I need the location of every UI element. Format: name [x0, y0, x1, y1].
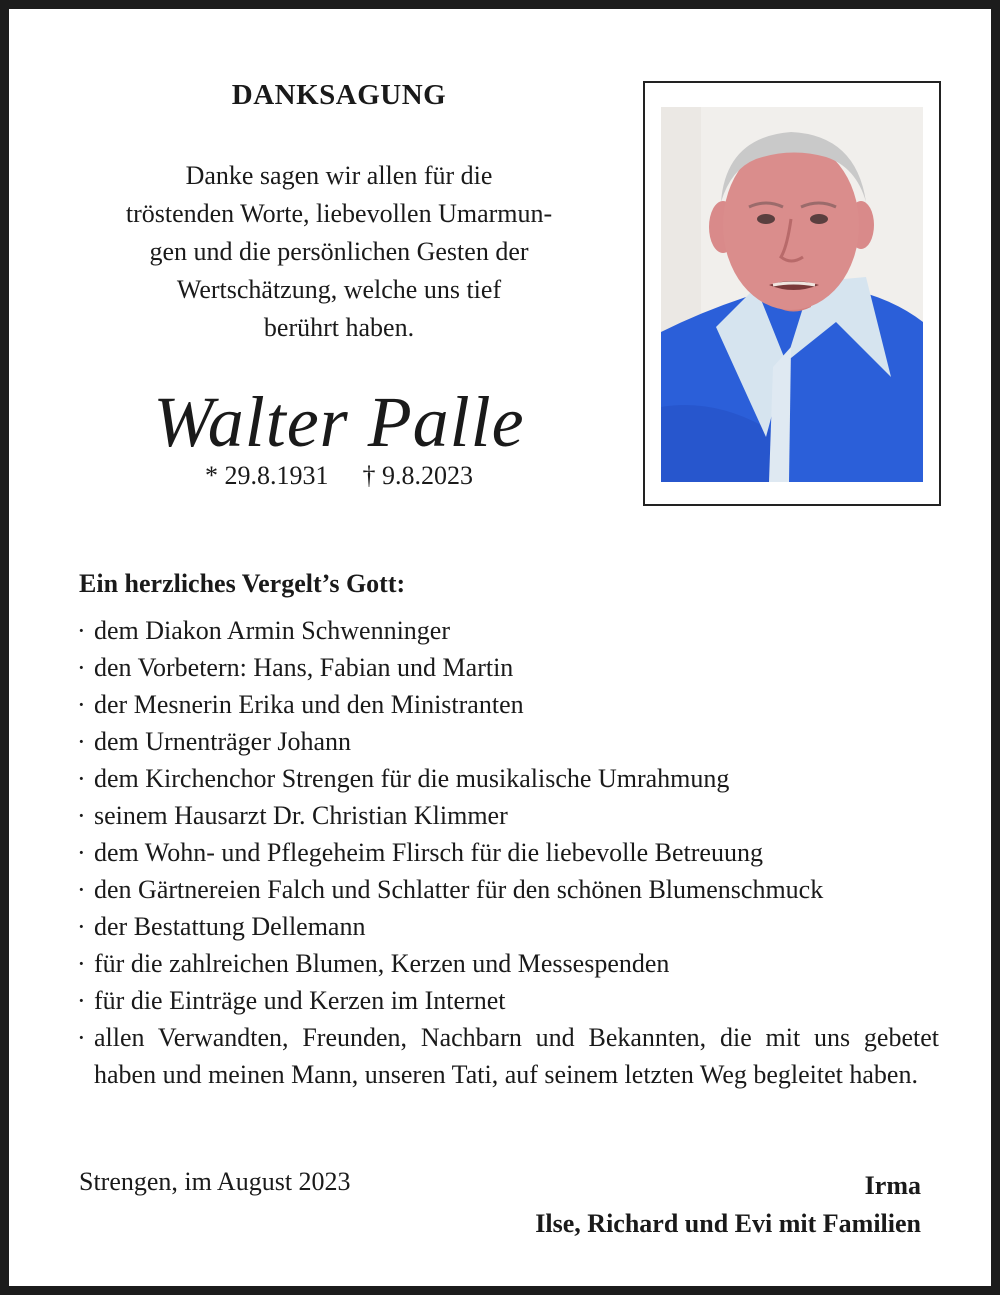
list-item: · den Vorbetern: Hans, Fabian und Martin [77, 649, 939, 686]
list-item: · der Bestattung Dellemann [77, 908, 939, 945]
list-item: · für die Einträge und Kerzen im Internet [77, 982, 939, 1019]
list-item: · den Gärtnereien Falch und Schlatter für den schönen Blumenschmuck [77, 871, 939, 908]
deceased-name: Walter Palle [153, 382, 525, 462]
portrait-frame [643, 81, 941, 506]
list-item: · dem Kirchenchor Strengen für die musikalische Umrahmung [77, 760, 939, 797]
heading: DANKSAGUNG [231, 79, 447, 111]
intro-line: tröstenden Worte, liebevollen Umarmun- [125, 199, 553, 228]
list-item: · für die zahlreichen Blumen, Kerzen und Messespenden [77, 945, 939, 982]
list-item: · dem Urnenträger Johann [77, 723, 939, 760]
place-date: Strengen, im August 2023 [79, 1167, 351, 1196]
intro-line: Wertschätzung, welche uns tief [176, 275, 502, 304]
list-item: · dem Diakon Armin Schwenninger [77, 612, 939, 649]
birth-date: * 29.8.1931 [205, 461, 329, 490]
list-item: · der Mesnerin Erika und den Ministranten [77, 686, 939, 723]
portrait-illustration [661, 107, 923, 482]
intro-line: berührt haben. [263, 313, 415, 342]
list-item: · seinem Hausarzt Dr. Christian Klimmer [77, 797, 939, 834]
intro-line: Danke sagen wir allen für die [185, 161, 493, 190]
intro-line: gen und die persönlichen Gesten der [149, 237, 529, 266]
life-dates [69, 461, 609, 491]
signature-line: Ilse, Richard und Evi mit Familien [535, 1209, 921, 1238]
signature-line: Irma [864, 1171, 921, 1200]
list-item: · allen Verwandten, Freunden, Nachbarn und Bekannten, die mit uns gebetet haben und meinen Mann, unseren Tati, auf seinem letzten Weg begleitet haben. [77, 1019, 939, 1093]
thanks-list [77, 612, 939, 1093]
thanks-title: Ein herzliches Vergelt’s Gott: [79, 569, 406, 598]
list-item: · dem Wohn- und Pflegeheim Flirsch für die liebevolle Betreuung [77, 834, 939, 871]
death-date: † 9.8.2023 [362, 461, 473, 490]
signature-block [535, 1167, 921, 1243]
portrait-photo [661, 107, 923, 482]
intro-text [69, 157, 609, 347]
